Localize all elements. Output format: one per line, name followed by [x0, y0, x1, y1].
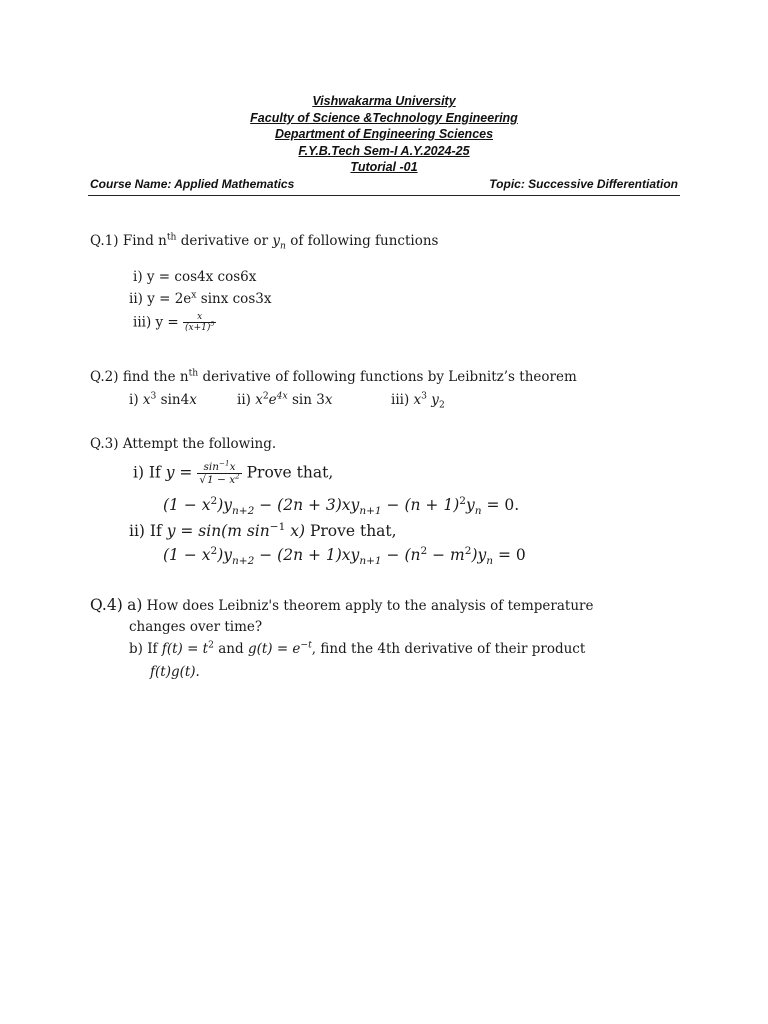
q4-b-comma: , [311, 641, 317, 657]
q4-a-text-2: changes over time? [129, 619, 263, 635]
eq1-pow-d: 2 [459, 494, 466, 507]
q1-iii-num: x [183, 313, 216, 323]
q2-i-fn: sin4 [160, 392, 190, 408]
eq2-part-a: (1 − x [163, 546, 211, 564]
q1-item-i: i) y = cos4x cos6x [133, 269, 257, 285]
q3-equation-2 [163, 544, 526, 568]
q1-label: Q.1) [90, 233, 119, 249]
eq1-part-c: − (2n + 3)xy [254, 496, 360, 514]
q1-lead: Find n [122, 233, 167, 249]
q3-i-den: 1 − x [207, 473, 236, 486]
q2-item-ii [237, 392, 332, 408]
q3-item-ii [129, 522, 397, 540]
q3-i-num-pow: −1 [219, 458, 230, 468]
q2-ii-fn: sin 3 [291, 392, 325, 408]
topic: Topic: Successive Differentiation [489, 177, 678, 191]
q2-label: Q.2) [90, 369, 119, 385]
faculty-name: Faculty of Science &Technology Engineering [250, 111, 518, 125]
eq2-sub-c: n+1 [359, 555, 382, 568]
q3-i-num-var: x [229, 461, 236, 473]
q4-a-text-1: How does Leibniz's theorem apply to the analysis of temperature [146, 598, 594, 614]
eq1-part-b: )y [217, 496, 233, 514]
q2-iii-sub: 2 [438, 399, 445, 411]
q4-b-and: and [218, 641, 244, 657]
eq2-part-b: )y [217, 546, 233, 564]
eq1-part-f: = 0. [481, 496, 520, 514]
q1-ii-sup: x [191, 289, 197, 301]
q2-ii-var: x [324, 392, 333, 408]
header-divider [88, 195, 680, 196]
q2-tail: derivative of following functions by Leibnitz’s theorem [202, 369, 577, 385]
q4-b-f-pow: 2 [208, 639, 214, 651]
eq2-part-d: − (n [381, 546, 421, 564]
eq1-part-a: (1 − x [163, 496, 211, 514]
q3-label: Q.3) [90, 436, 119, 452]
eq2-part-f: )y [471, 546, 487, 564]
q2-prompt [90, 369, 577, 385]
q3-prompt [90, 436, 276, 452]
eq2-part-c: − (2n + 1)xy [254, 546, 360, 564]
q3-title: Attempt the following. [122, 436, 277, 452]
eq2-sub-b: n+2 [232, 555, 255, 568]
q2-ii-epow: 4x [276, 390, 288, 402]
q1-n: n [280, 240, 286, 252]
eq2-pow-a: 2 [210, 544, 218, 557]
q3-item-i [133, 458, 334, 486]
q1-ii-pre: ii) y = 2e [129, 291, 192, 307]
q2-iii-x: x [413, 392, 422, 408]
class-year: F.Y.B.Tech Sem-I A.Y.2024-25 [298, 144, 470, 158]
q1-iii-pre: iii) y = [133, 314, 179, 331]
university-name: Vishwakarma University [312, 94, 456, 108]
q2-lead: find the n [122, 369, 189, 385]
q2-iii-pow: 3 [421, 390, 427, 402]
q2-ii-e: e [268, 392, 277, 408]
q2-iii-y: y [431, 392, 439, 408]
eq1-sub-b: n+2 [232, 505, 255, 518]
q4-b-f: f(t) = t [161, 641, 209, 657]
department-name: Department of Engineering Sciences [274, 127, 494, 141]
q1-iii-den-pow: 5 [210, 321, 215, 328]
q3-i-fraction: $\frac{\sin^{-1}x}{√1 - x^2}$ [199, 458, 240, 486]
q3-ii-expr-pow: −1 [269, 520, 286, 533]
q3-i-y: y = [165, 463, 193, 482]
q4-item-b [129, 641, 585, 657]
q3-i-num-fn: sin [203, 461, 220, 473]
q4-item-a [90, 596, 593, 614]
q3-i-den-pow: 2 [235, 471, 240, 480]
q3-i-label: i) If [133, 463, 161, 482]
eq2-part-e: − m [427, 546, 465, 564]
q3-ii-expr-b: x) [285, 522, 305, 540]
q4-b-g-pow: −t [300, 639, 312, 651]
eq2-sub-f: n [486, 555, 494, 568]
q3-ii-label: ii) If [129, 522, 162, 540]
q4-label: Q.4) [90, 596, 123, 614]
q3-i-prove: Prove that, [246, 463, 334, 482]
q1-prompt [90, 231, 439, 252]
q4-b-lead: b) If [129, 641, 158, 657]
eq1-part-d: − (n + 1) [381, 496, 460, 514]
q1-item-ii [129, 291, 271, 307]
eq1-sub-c: n+1 [359, 505, 382, 518]
q1-th: th [166, 231, 177, 243]
q2-ii-x: x [255, 392, 263, 408]
q2-item-i [129, 392, 197, 408]
eq1-sub-e: n [474, 505, 482, 518]
q1-tail: of following functions [290, 233, 439, 249]
q2-ii-pow: 2 [262, 390, 269, 402]
q1-iii-den: (x+1) [185, 323, 211, 333]
tutorial-number: Tutorial -01 [350, 160, 418, 174]
q2-i-pow: 3 [150, 390, 157, 402]
q4-a-label: a) [127, 596, 143, 614]
q3-ii-expr-a: y = sin(m sin [166, 522, 270, 540]
q3-ii-prove: Prove that, [309, 522, 397, 540]
q1-iii-fraction [183, 313, 216, 333]
q2-item-iii [391, 390, 445, 411]
eq1-pow-a: 2 [210, 494, 218, 507]
q2-i-var: x [189, 392, 197, 408]
q1-item-iii [133, 313, 216, 333]
q1-ii-post: sinx cos3x [200, 291, 272, 307]
q4-b-tail: find the 4th derivative of their product [320, 641, 586, 657]
q4-b-g: g(t) = e [247, 641, 301, 657]
eq2-part-g: = 0 [493, 546, 526, 564]
eq2-pow-e: 2 [464, 544, 472, 557]
eq1-part-e: y [465, 496, 475, 514]
q2-i-x: x [142, 392, 151, 408]
q3-equation-1 [163, 494, 520, 518]
q2-i-label: i) [129, 392, 139, 408]
q4-b-product: f(t)g(t). [150, 664, 200, 680]
q2-th: th [188, 367, 199, 379]
q2-ii-label: ii) [237, 392, 251, 408]
q1-mid: derivative or [180, 233, 269, 249]
q1-y: y [272, 233, 280, 249]
course-name: Course Name: Applied Mathematics [90, 177, 295, 191]
q2-iii-label: iii) [391, 392, 410, 408]
eq2-pow-d: 2 [420, 544, 428, 557]
